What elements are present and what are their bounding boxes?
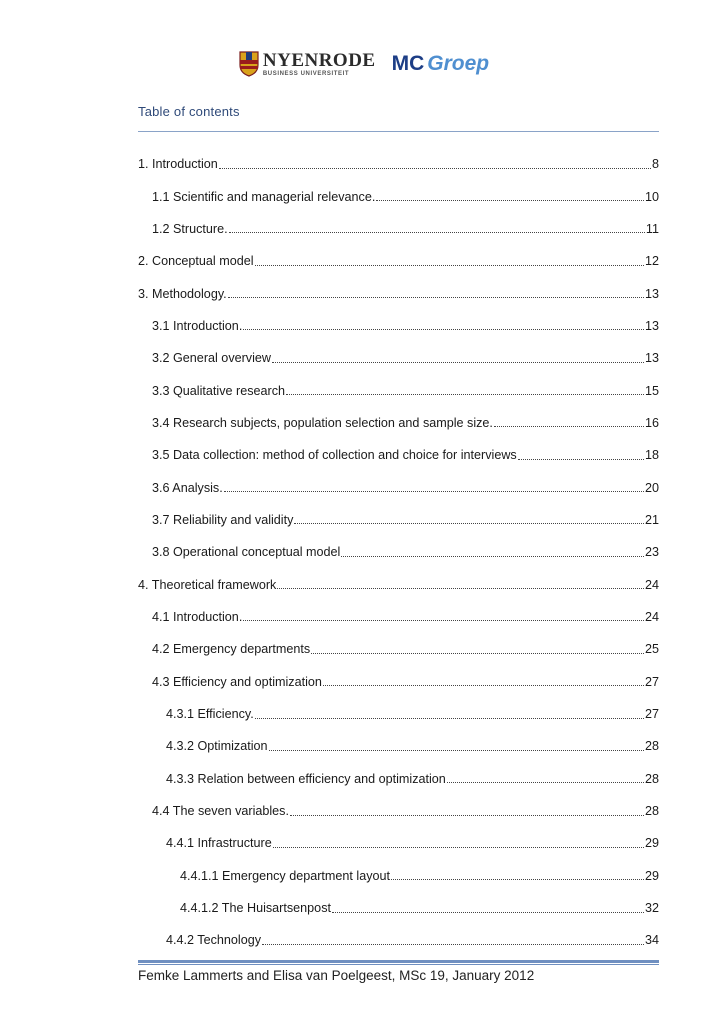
toc-entry-label: 4.2 Emergency departments	[152, 642, 311, 657]
toc-entry[interactable]	[138, 342, 659, 374]
toc-entry[interactable]	[138, 536, 659, 568]
mc-logo-text: MC	[391, 52, 425, 75]
toc-entry-page: 23	[644, 545, 659, 560]
toc-leader	[243, 317, 644, 330]
footer-divider-thin	[138, 964, 659, 965]
toc-entry[interactable]	[138, 277, 659, 309]
footer-divider	[138, 960, 659, 963]
toc-leader	[376, 188, 644, 201]
toc-entry-page: 10	[644, 189, 659, 204]
toc-entry-label: 3.6 Analysis.	[152, 480, 223, 495]
nyenrode-logo	[239, 51, 376, 77]
nyenrode-name: NYENRODE	[262, 50, 376, 71]
toc-entry[interactable]	[138, 407, 659, 439]
toc-entry-label: 1.1 Scientific and managerial relevance.	[152, 189, 376, 204]
toc-entry-label: 4.4.1.1 Emergency department layout	[180, 868, 391, 883]
toc-entry[interactable]	[138, 633, 659, 665]
toc-entry[interactable]	[138, 924, 659, 956]
toc-entry[interactable]	[138, 568, 659, 600]
toc-entry-page: 34	[644, 933, 659, 948]
toc-entry-label: 4.1 Introduction.	[152, 609, 243, 624]
toc-leader	[219, 156, 651, 169]
header-logos	[0, 46, 728, 82]
toc-entry-label: 3.5 Data collection: method of collection and choice for interviews	[152, 448, 517, 463]
nyenrode-subtitle: BUSINESS UNIVERSITEIT	[262, 71, 350, 77]
toc-entry[interactable]	[138, 310, 659, 342]
toc-entry[interactable]	[138, 471, 659, 503]
toc-entry-page: 27	[644, 674, 659, 689]
toc-entry-page: 24	[644, 609, 659, 624]
toc-entry-label: 3.1 Introduction.	[152, 318, 243, 333]
toc-leader	[255, 253, 644, 266]
toc-leader	[277, 576, 644, 589]
toc-entry[interactable]	[138, 245, 659, 277]
toc-entry-label: 3.2 General overview	[152, 351, 272, 366]
toc-entry-page: 16	[644, 415, 659, 430]
toc-entry-page: 13	[644, 286, 659, 301]
toc-entry[interactable]	[138, 892, 659, 924]
toc-leader	[294, 511, 644, 524]
toc-leader	[323, 673, 644, 686]
nyenrode-shield-icon	[239, 51, 259, 77]
toc-entry-page: 12	[644, 254, 659, 269]
toc-entry[interactable]	[138, 730, 659, 762]
toc-leader	[290, 803, 644, 816]
title-divider	[138, 131, 659, 132]
toc-entry-label: 4.3.2 Optimization	[166, 739, 268, 754]
toc-entry[interactable]	[138, 698, 659, 730]
toc-leader	[447, 770, 644, 783]
toc-entry-label: 1.2 Structure.	[152, 221, 228, 236]
toc-entry-page: 13	[644, 351, 659, 366]
toc-entry[interactable]	[138, 827, 659, 859]
toc-leader	[311, 641, 644, 654]
toc-entry-page: 28	[644, 771, 659, 786]
toc-list	[138, 148, 659, 957]
toc-entry-page: 28	[644, 739, 659, 754]
toc-entry[interactable]	[138, 180, 659, 212]
toc-entry-page: 13	[644, 318, 659, 333]
toc-entry-page: 21	[644, 512, 659, 527]
toc-entry-page: 29	[644, 868, 659, 883]
toc-entry[interactable]	[138, 213, 659, 245]
toc-entry-label: 3.3 Qualitative research	[152, 383, 286, 398]
toc-leader	[273, 835, 644, 848]
toc-entry-label: 3. Methodology.	[138, 286, 227, 301]
toc-leader	[494, 414, 644, 427]
toc-entry-page: 18	[644, 448, 659, 463]
toc-entry-label: 4.4.1.2 The Huisartsenpost	[180, 901, 331, 916]
toc-leader	[518, 447, 644, 460]
toc-entry-page: 11	[645, 221, 659, 236]
toc-entry-label: 4. Theoretical framework	[138, 577, 277, 592]
toc-entry[interactable]	[138, 666, 659, 698]
footer-text: Femke Lammerts and Elisa van Poelgeest, MSc 19, January 2012	[138, 968, 535, 983]
toc-leader	[243, 608, 644, 621]
toc-entry-label: 4.3 Efficiency and optimization	[152, 674, 322, 689]
toc-entry[interactable]	[138, 795, 659, 827]
toc-entry[interactable]	[138, 860, 659, 892]
toc-leader	[391, 867, 644, 880]
toc-entry-page: 27	[644, 707, 659, 722]
toc-entry-page: 20	[644, 480, 659, 495]
toc-entry-page: 24	[644, 577, 659, 592]
toc-entry-label: 4.3.3 Relation between efficiency and optimization	[166, 771, 446, 786]
toc-entry-label: 4.4 The seven variables.	[152, 804, 289, 819]
toc-entry-label: 3.8 Operational conceptual model	[152, 545, 341, 560]
groep-logo-text: Groep	[427, 52, 490, 75]
toc-leader	[272, 350, 644, 363]
toc-leader	[229, 220, 645, 233]
toc-entry-page: 28	[644, 804, 659, 819]
toc-entry[interactable]	[138, 374, 659, 406]
mc-groep-logo	[392, 52, 490, 76]
toc-leader	[269, 738, 644, 751]
toc-entry[interactable]	[138, 504, 659, 536]
toc-leader	[262, 932, 644, 945]
toc-entry-page: 32	[644, 901, 659, 916]
toc-entry-label: 2. Conceptual model	[138, 254, 254, 269]
toc-entry-label: 4.3.1 Efficiency.	[166, 707, 254, 722]
toc-entry-label: 3.4 Research subjects, population selection and sample size.	[152, 415, 493, 430]
toc-title: Table of contents	[138, 104, 240, 119]
toc-entry-page: 15	[644, 383, 659, 398]
toc-leader	[224, 479, 644, 492]
toc-leader	[341, 544, 644, 557]
toc-leader	[255, 706, 644, 719]
toc-entry-label: 4.4.2 Technology	[166, 933, 261, 948]
toc-leader	[228, 285, 644, 298]
toc-entry-page: 8	[651, 157, 659, 172]
toc-entry[interactable]	[138, 601, 659, 633]
toc-entry-label: 4.4.1 Infrastructure	[166, 836, 272, 851]
toc-entry[interactable]	[138, 763, 659, 795]
toc-entry-page: 25	[644, 642, 659, 657]
toc-leader	[332, 900, 644, 913]
toc-entry[interactable]	[138, 148, 659, 180]
toc-entry-label: 1. Introduction	[138, 157, 218, 172]
toc-entry-page: 29	[644, 836, 659, 851]
toc-entry[interactable]	[138, 439, 659, 471]
toc-leader	[286, 382, 644, 395]
toc-entry-label: 3.7 Reliability and validity	[152, 512, 294, 527]
